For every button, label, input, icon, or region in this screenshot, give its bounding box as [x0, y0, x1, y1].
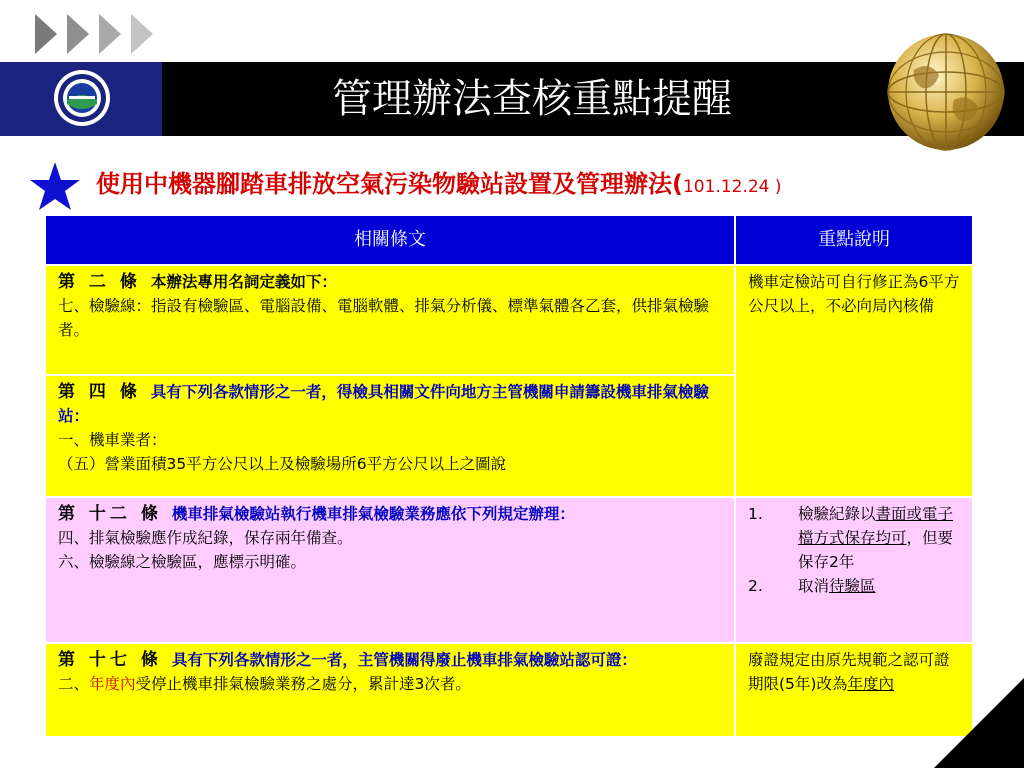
note-underlined: 書面或電子檔方式保存均可 [798, 505, 954, 547]
article-heading: 具有下列各款情形之一者，主管機關得廢止機車排氣檢驗站認可證： [171, 651, 637, 669]
table-header-row [45, 215, 973, 265]
column-header-articles: 相關條文 [45, 215, 735, 265]
subtitle-date: 101.12.24 ) [682, 177, 782, 197]
globe-icon [884, 30, 1008, 154]
note-underlined: 年度內 [847, 675, 894, 693]
article-line: 六、檢驗線之檢驗區，應標示明確。 [58, 553, 307, 571]
agency-logo-icon [52, 68, 112, 128]
list-item [748, 502, 962, 574]
article-heading: 本辦法專用名詞定義如下： [150, 273, 337, 291]
corner-decoration [934, 678, 1024, 768]
article-line-prefix: 二、 [58, 675, 90, 693]
note-cell [735, 497, 973, 643]
subtitle [96, 164, 782, 199]
note-text: ，但要保存2年 [798, 529, 954, 571]
article-line: 受停止機車排氣檢驗業務之處分，累計達3次者。 [135, 675, 471, 693]
table-row [45, 265, 973, 375]
table-row [45, 497, 973, 643]
note-text: 廢證規定由原先規範之認可證期限(5年)改為 [748, 651, 950, 693]
note-underlined: 待驗區 [829, 577, 876, 595]
note-text: 檢驗紀錄以 [798, 505, 876, 523]
article-cell [45, 375, 735, 497]
article-number: 第 四 條 [58, 382, 141, 402]
article-cell [45, 497, 735, 643]
star-icon [28, 160, 82, 212]
article-line: 一、機車業者： [58, 431, 167, 449]
page-title: 管理辦法查核重點提醒 [332, 76, 732, 122]
note-text: 取消 [798, 577, 830, 595]
article-heading: 具有下列各款情形之一者，得檢具相關文件向地方主管機關申請籌設機車排氣檢驗站： [58, 383, 709, 425]
column-header-notes: 重點說明 [735, 215, 973, 265]
subtitle-main: 使用中機器腳踏車排放空氣污染物驗站設置及管理辦法( [96, 170, 683, 198]
rules-table [44, 214, 974, 738]
list-item [748, 574, 962, 598]
table-row [45, 643, 973, 737]
chevron-arrows-icon [35, 14, 165, 54]
list-number: 2. [748, 577, 763, 595]
article-heading: 機車排氣檢驗站執行機車排氣檢驗業務應依下列規定辦理： [171, 505, 575, 523]
article-line: （五）營業面積35平方公尺以上及檢驗場所6平方公尺以上之圖說 [58, 455, 507, 473]
note-list [748, 502, 962, 598]
subtitle-row [28, 160, 1018, 200]
note-cell [735, 265, 973, 497]
article-cell [45, 265, 735, 375]
article-line-highlight: 年度內 [89, 675, 136, 693]
article-number: 第 二 條 [58, 272, 141, 292]
article-line: 七、檢驗線：指設有檢驗區、電腦設備、電腦軟體、排氣分析儀、標準氣體各乙套，供排氣檢驗者。 [58, 297, 710, 339]
article-number: 第 十二 條 [58, 504, 162, 524]
article-number: 第 十七 條 [58, 650, 162, 670]
list-number: 1. [748, 505, 763, 523]
article-line: 四、排氣檢驗應作成紀錄，保存兩年備查。 [58, 529, 353, 547]
note-text: 機車定檢站可自行修正為6平方公尺以上，不必向局內核備 [748, 273, 960, 315]
article-cell [45, 643, 735, 737]
